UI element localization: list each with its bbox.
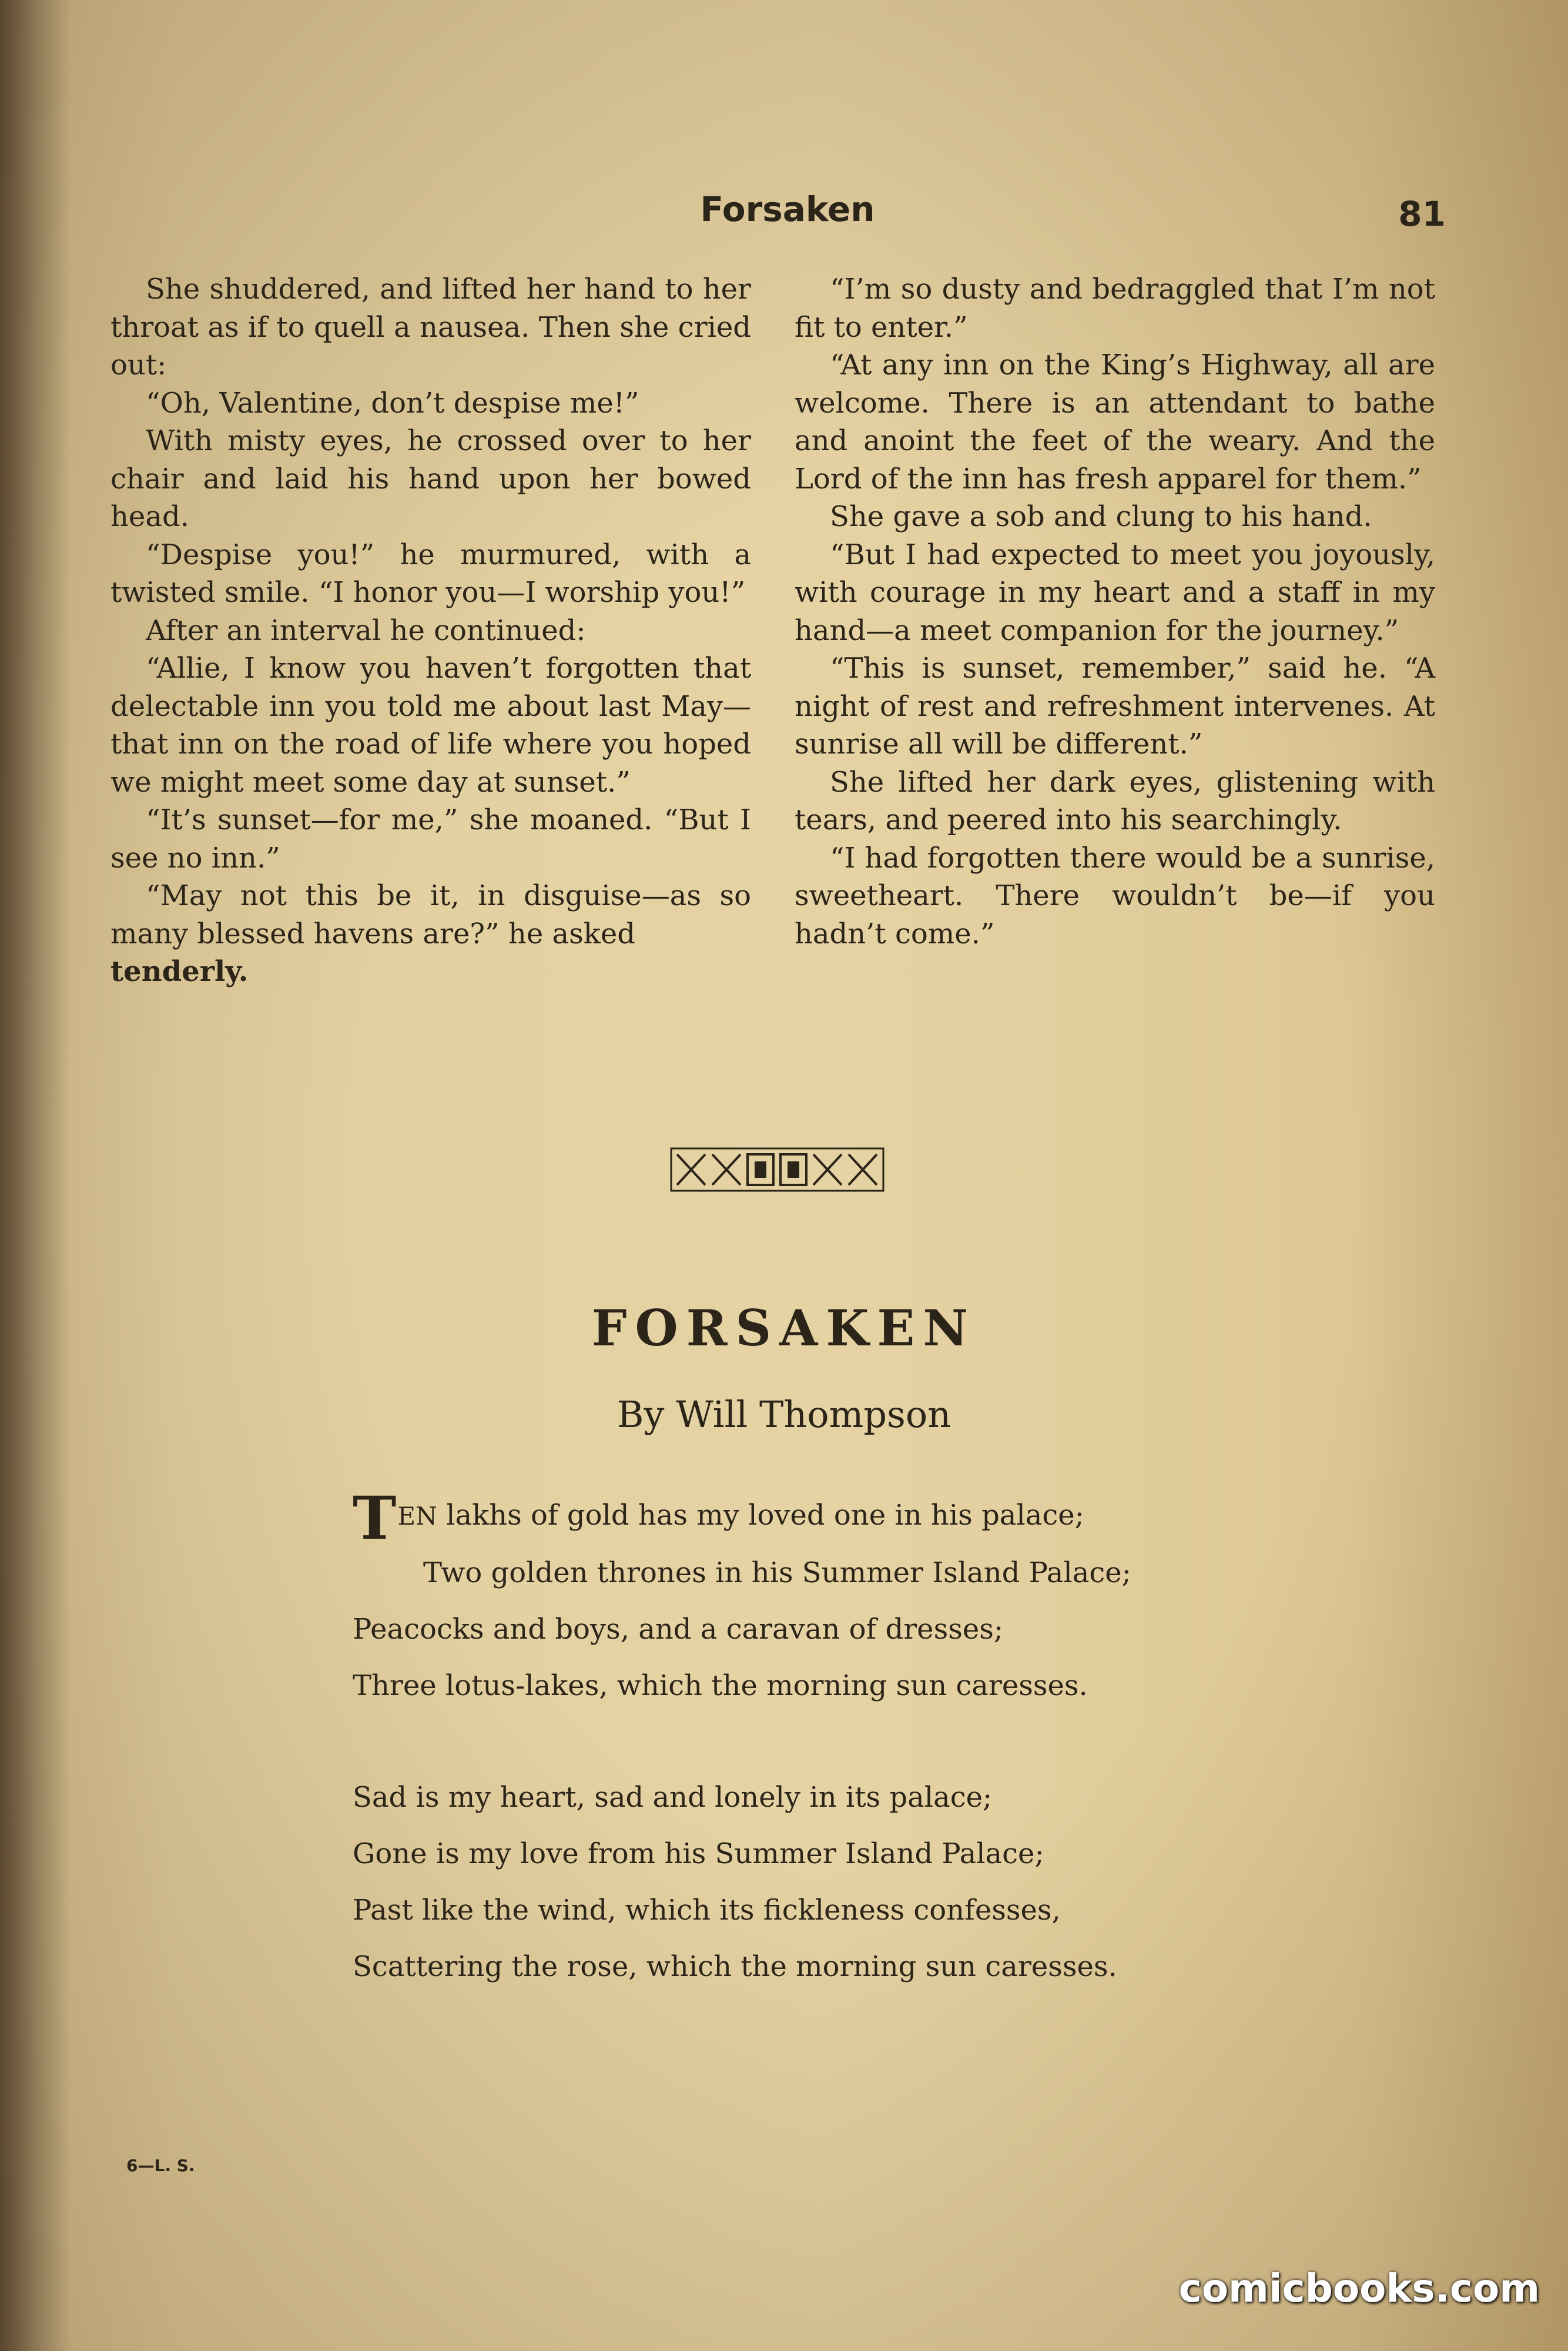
paragraph-end: tenderly. xyxy=(110,955,249,988)
poem-stanza-1 xyxy=(353,1483,1352,1714)
paragraph: She lifted her dark eyes, glistening with tears, and peered into his searchingly. xyxy=(795,765,1435,836)
paragraph: “Despise you!” he murmured, with a twisted smile. “I honor you—I worship you!” xyxy=(110,538,751,609)
paragraph: She gave a sob and clung to his hand. xyxy=(830,500,1372,533)
poem-stanza-2 xyxy=(353,1769,1352,1995)
poem-title: FORSAKEN xyxy=(591,1299,977,1357)
paragraph: She shuddered, and lifted her hand to her throat as if to quell a nausea. Then she cried out: xyxy=(110,273,751,381)
paragraph: “It’s sunset—for me,” she moaned. “But I see no inn.” xyxy=(110,803,751,875)
page-number: 81 xyxy=(1398,194,1446,234)
poem-byline: By Will Thompson xyxy=(617,1393,951,1436)
poem-line xyxy=(353,1483,1352,1553)
poem-line: Scattering the rose, which the morning sun caresses. xyxy=(353,1950,1117,1983)
story-right-column xyxy=(795,270,1435,953)
paragraph: “Oh, Valentine, don’t despise me!” xyxy=(146,386,639,420)
ornament-divider xyxy=(670,1146,884,1193)
watermark: comicbooks.com xyxy=(1178,2266,1540,2311)
paragraph: “Allie, I know you haven’t forgotten that delectable inn you told me about last May—that inn on the road of life where you hoped we might meet some day at sunset.” xyxy=(110,652,751,799)
poem-line: Three lotus-lakes, which the morning sun caresses. xyxy=(353,1669,1088,1702)
paragraph: “At any inn on the King’s Highway, all are welcome. There is an attendant to bathe and anoint the feet of the weary. And the Lord of the inn has fresh apparel for them.” xyxy=(795,349,1435,495)
paragraph: With misty eyes, he crossed over to her chair and laid his hand upon her bowed head. xyxy=(110,424,751,533)
story-left-column xyxy=(110,270,751,991)
paragraph: “But I had expected to meet you joyously, with courage in my heart and a staff in my hand—a meet companion for the journey.” xyxy=(795,538,1435,647)
paragraph: “I’m so dusty and bedraggled that I’m not fit to enter.” xyxy=(795,273,1435,344)
poem-line-text: lakhs of gold has my loved one in his palace; xyxy=(437,1499,1084,1532)
poem-line: Sad is my heart, sad and lonely in its palace; xyxy=(353,1781,993,1814)
drop-cap: T xyxy=(353,1483,397,1553)
paragraph: After an interval he continued: xyxy=(146,614,586,647)
paragraph: “This is sunset, remember,” said he. “A night of rest and refreshment intervenes. At sunrise all will be different.” xyxy=(795,652,1435,761)
poem-line: Two golden thrones in his Summer Island Palace; xyxy=(423,1556,1131,1589)
poem-line: Peacocks and boys, and a caravan of dresses; xyxy=(353,1613,1004,1646)
poem-line: Past like the wind, which its fickleness confesses, xyxy=(353,1894,1061,1927)
paragraph: “I had forgotten there would be a sunrise, sweetheart. There wouldn’t be—if you hadn’t come.” xyxy=(795,841,1435,950)
small-caps-word: EN xyxy=(397,1502,437,1531)
printer-signature-mark: 6—L. S. xyxy=(126,2156,195,2175)
spine-shadow xyxy=(0,0,71,2351)
running-title: Forsaken xyxy=(700,189,875,229)
poem-line: Gone is my love from his Summer Island Palace; xyxy=(353,1837,1044,1870)
paragraph: “May not this be it, in disguise—as so many blessed havens are?” he asked xyxy=(110,879,751,950)
